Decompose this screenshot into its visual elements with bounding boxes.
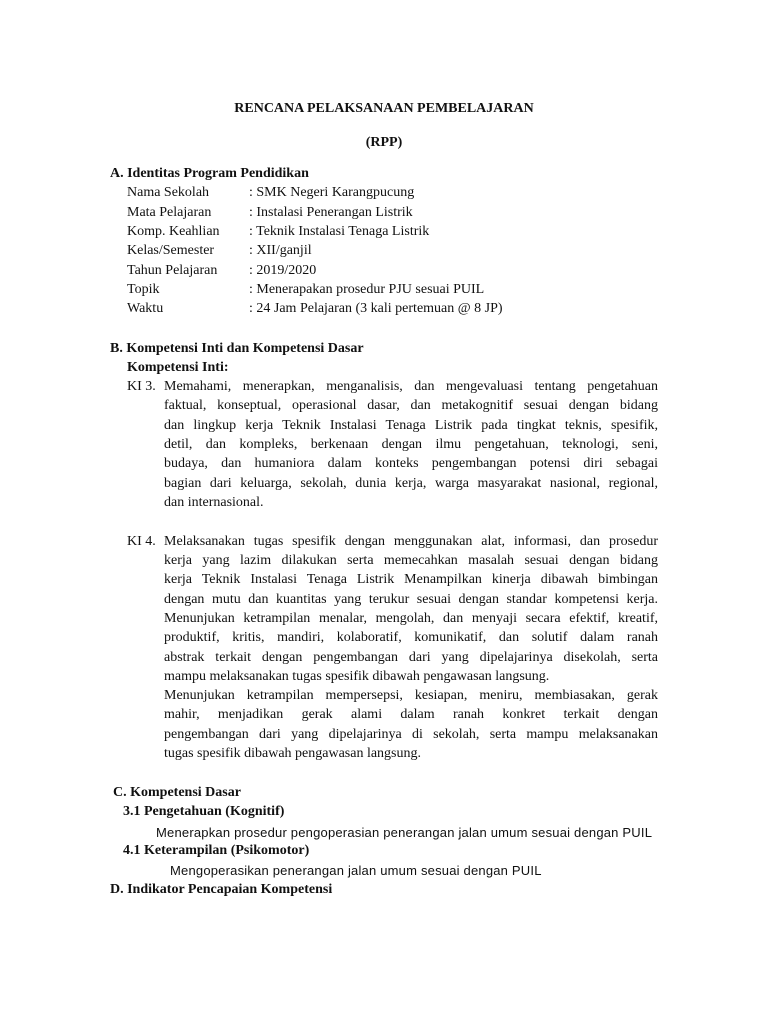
kd31-heading: 3.1 Pengetahuan (Kognitif) (123, 804, 285, 819)
identity-value: : 2019/2020 (249, 263, 317, 278)
ki3-line: budaya, dan humaniora dalam konteks pengembangan potensi diri sebagai (164, 456, 658, 471)
section-d-heading: D. Indikator Pencapaian Kompetensi (110, 882, 333, 897)
ki4-line: Melaksanakan tugas spesifik dengan menggunakan alat, informasi, dan prosedur (164, 534, 658, 549)
ki4-line: pengembangan dari yang dipelajarinya di sekolah, serta mampu melaksanakan (164, 727, 658, 742)
ki3-label: KI 3. (127, 379, 156, 394)
identity-value: : Instalasi Penerangan Listrik (249, 205, 413, 220)
ki3-line: dan lingkup kerja Teknik Instalasi Tenaga Listrik pada tingkat teknis, spesifik, (164, 418, 658, 433)
ki4-line: tugas spesifik dibawah pengawasan langsung. (164, 746, 421, 761)
ki4-line: dengan mutu dan kuantitas yang terukur sesuai dengan standar kompetensi kerja. (164, 592, 658, 607)
identity-value: : XII/ganjil (249, 243, 312, 258)
ki4-line: Menunjukan ketrampilan mempersepsi, kesiapan, meniru, membiasakan, gerak (164, 688, 658, 703)
ki4-line: Menunjukan ketrampilan menalar, mengolah, dan menyaji secara efektif, kreatif, (164, 611, 658, 626)
section-c-heading: C. Kompetensi Dasar (113, 785, 241, 800)
identity-label: Komp. Keahlian (127, 224, 220, 239)
ki4-line: abstrak terkait dengan pengembangan dari yang dipelajarinya disekolah, serta (164, 650, 658, 665)
identity-label: Nama Sekolah (127, 185, 210, 200)
ki3-line: detil, dan kompleks, berkenaan dengan ilmu pengetahuan, teknologi, seni, (164, 437, 658, 452)
identity-label: Mata Pelajaran (127, 205, 212, 220)
kd31-text: Menerapkan prosedur pengoperasian penerangan jalan umum sesuai dengan PUIL (156, 825, 653, 840)
ki4-label: KI 4. (127, 534, 156, 549)
ki4-line: mampu melaksanakan tugas spesifik dibawah pengawasan langsung. (164, 669, 550, 684)
section-b-heading: B. Kompetensi Inti dan Kompetensi Dasar (110, 341, 364, 356)
ki4-line: kerja Teknik Instalasi Tenaga Listrik Menampilkan kinerja dibawah bimbingan (164, 572, 658, 587)
ki4-line: mahir, menjadikan gerak alami dalam ranah konkret terkait dengan (164, 707, 658, 722)
section-a-heading: A. Identitas Program Pendidikan (110, 166, 309, 181)
identity-label: Kelas/Semester (127, 243, 215, 258)
ki3-line: dan internasional. (164, 495, 264, 510)
ki4-line: produktif, kritis, mandiri, kolaboratif, komunikatif, dan solutif dalam ranah (164, 630, 658, 645)
kd41-text: Mengoperasikan penerangan jalan umum sesuai dengan PUIL (170, 863, 542, 878)
ki3-line: bagian dari keluarga, sekolah, dunia kerja, warga masyarakat nasional, regional, (164, 476, 658, 491)
identity-value: : SMK Negeri Karangpucung (249, 185, 415, 200)
section-b-subheading: Kompetensi Inti: (127, 360, 229, 375)
document-subtitle: (RPP) (365, 135, 403, 150)
identity-label: Topik (127, 282, 160, 297)
ki3-line: Memahami, menerapkan, menganalisis, dan mengevaluasi tentang pengetahuan (164, 379, 658, 394)
document-title: RENCANA PELAKSANAAN PEMBELAJARAN (234, 101, 534, 116)
identity-value: : Teknik Instalasi Tenaga Listrik (249, 224, 430, 239)
ki3-line: faktual, konseptual, operasional dasar, dan metakognitif sesuai dengan bidang (164, 398, 658, 413)
identity-label: Tahun Pelajaran (127, 263, 218, 278)
identity-label: Waktu (127, 301, 164, 316)
kd41-heading: 4.1 Keterampilan (Psikomotor) (123, 843, 310, 858)
identity-value: : 24 Jam Pelajaran (3 kali pertemuan @ 8 JP) (249, 301, 503, 316)
ki4-line: kerja yang lazim dilakukan serta memecahkan masalah sesuai dengan bidang (164, 553, 658, 568)
identity-value: : Menerapakan prosedur PJU sesuai PUIL (249, 282, 485, 297)
